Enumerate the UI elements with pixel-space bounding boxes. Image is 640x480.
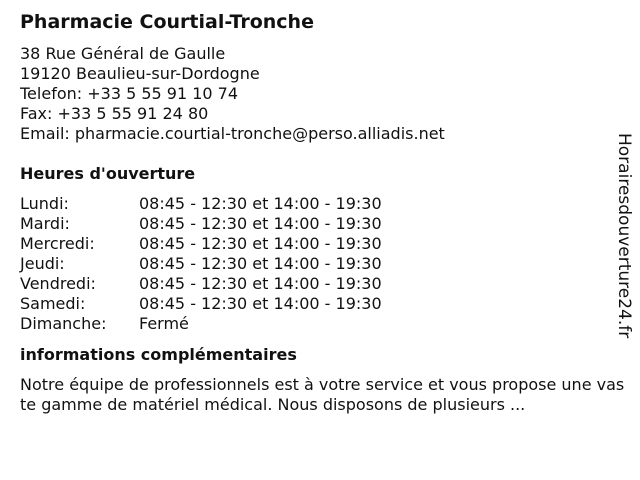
contact-block xyxy=(20,44,610,144)
hours-day: Samedi: xyxy=(20,294,86,313)
hours-day: Vendredi: xyxy=(20,274,96,293)
phone-number: Telefon: +33 5 55 91 10 74 xyxy=(20,84,239,103)
hours-time: 08:45 - 12:30 et 14:00 - 19:30 xyxy=(139,274,382,293)
hours-day: Lundi: xyxy=(20,194,69,213)
hours-time: 08:45 - 12:30 et 14:00 - 19:30 xyxy=(139,294,382,313)
address-city: 19120 Beaulieu-sur-Dordogne xyxy=(20,64,260,83)
hours-row-vendredi xyxy=(20,274,610,294)
hours-table xyxy=(20,194,610,334)
hours-time: Fermé xyxy=(139,314,189,333)
hours-heading: Heures d'ouverture xyxy=(20,164,196,183)
fax-number: Fax: +33 5 55 91 24 80 xyxy=(20,104,209,123)
hours-day: Mardi: xyxy=(20,214,70,233)
hours-time: 08:45 - 12:30 et 14:00 - 19:30 xyxy=(139,194,382,213)
hours-time: 08:45 - 12:30 et 14:00 - 19:30 xyxy=(139,214,382,233)
email-address: Email: pharmacie.courtial-tronche@perso.alliadis.net xyxy=(20,124,445,143)
hours-day: Dimanche: xyxy=(20,314,107,333)
address-street: 38 Rue Général de Gaulle xyxy=(20,44,226,63)
hours-time: 08:45 - 12:30 et 14:00 - 19:30 xyxy=(139,234,382,253)
hours-day: Mercredi: xyxy=(20,234,95,253)
hours-time: 08:45 - 12:30 et 14:00 - 19:30 xyxy=(139,254,382,273)
hours-day: Jeudi: xyxy=(20,254,65,273)
hours-row-jeudi xyxy=(20,254,610,274)
hours-row-dimanche xyxy=(20,314,610,334)
site-watermark: Horairesdouverture24.fr xyxy=(614,133,634,339)
hours-row-mardi xyxy=(20,214,610,234)
hours-row-lundi xyxy=(20,194,610,214)
info-description: Notre équipe de professionnels est à votre service et vous propose une vaste gamme de matériel médical. Nous disposons de plusieurs ... xyxy=(20,375,625,414)
info-heading: informations complémentaires xyxy=(20,345,297,364)
hours-row-samedi xyxy=(20,294,610,314)
business-name: Pharmacie Courtial-Tronche xyxy=(20,11,314,33)
hours-row-mercredi xyxy=(20,234,610,254)
